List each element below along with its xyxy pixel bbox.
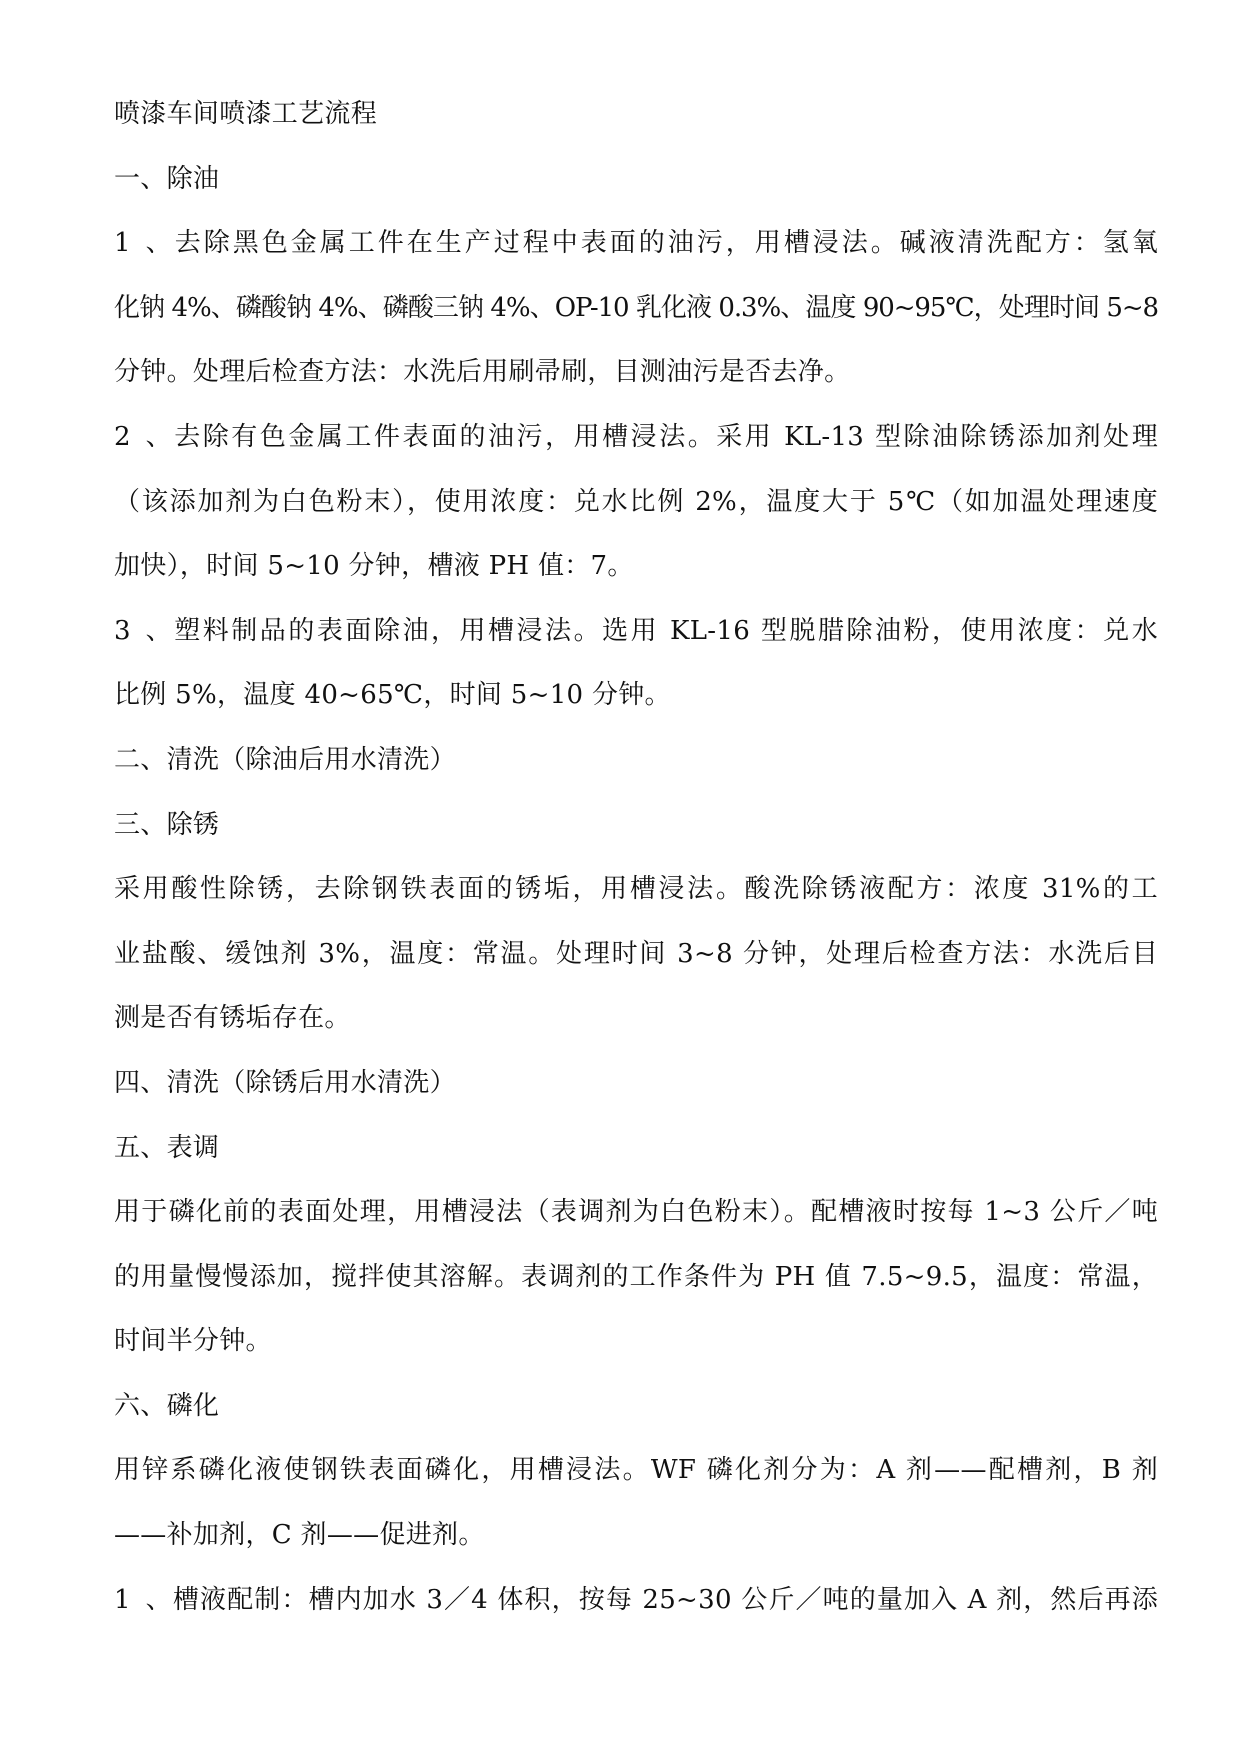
paragraph-text: 塑料制品的表面除油，用槽浸法。选用 KL-16 型脱腊除油粉，使用浓度：兑水 (172, 615, 1158, 646)
list-item-phosphating-1-line-1 (114, 1568, 1158, 1633)
section-heading-cleaning-2: 四、清洗（除锈后用水清洗） (114, 1067, 456, 1098)
list-item-3-line-1 (114, 599, 1158, 664)
paragraph-line: 业盐酸、缓蚀剂 3%，温度：常温。处理时间 3~8 分钟，处理后检查方法：水洗后目 (114, 938, 1158, 969)
paragraph-line: 加快），时间 5~10 分钟，槽液 PH 值：7。 (114, 551, 634, 582)
paragraph-line: 用于磷化前的表面处理，用槽浸法（表调剂为白色粉末）。配槽液时按每 1~3 公斤／吨 (114, 1197, 1158, 1228)
paragraph-text: 去除黑色金属工件在生产过程中表面的油污，用槽浸法。碱液清洗配方：氢氧 (172, 228, 1158, 259)
paragraph-line: 比例 5%，温度 40~65℃，时间 5~10 分钟。 (114, 680, 671, 711)
list-item-1-line-1 (114, 211, 1158, 276)
list-item-number: 3、 (114, 615, 172, 646)
paragraph-line: ——补加剂，C 剂——促进剂。 (114, 1520, 485, 1551)
document-body (114, 82, 1158, 1632)
paragraph-line: 测是否有锈垢存在。 (114, 1003, 351, 1034)
section-heading-rust-removal: 三、除锈 (114, 809, 220, 840)
section-heading-degreasing: 一、除油 (114, 163, 220, 194)
list-item-2-line-1 (114, 405, 1158, 470)
list-item-number: 2、 (114, 421, 172, 452)
paragraph-line: 的用量慢慢添加，搅拌使其溶解。表调剂的工作条件为 PH 值 7.5~9.5，温度：常温， (114, 1261, 1158, 1292)
section-heading-cleaning-1: 二、清洗（除油后用水清洗） (114, 744, 456, 775)
section-heading-phosphating: 六、磷化 (114, 1390, 220, 1421)
paragraph-text: 去除有色金属工件表面的油污，用槽浸法。采用 KL-13 型除油除锈添加剂处理 (172, 421, 1158, 452)
paragraph-text: 槽液配制：槽内加水 3／4 体积，按每 25~30 公斤／吨的量加入 A 剂，然后再添 (172, 1584, 1158, 1615)
list-item-number: 1、 (114, 228, 172, 259)
section-heading-surface-conditioning: 五、表调 (114, 1132, 220, 1163)
paragraph-line: 用锌系磷化液使钢铁表面磷化，用槽浸法。WF 磷化剂分为：A 剂——配槽剂，B 剂 (114, 1455, 1158, 1486)
paragraph-line: 时间半分钟。 (114, 1326, 272, 1357)
list-item-number: 1、 (114, 1584, 172, 1615)
paragraph-line: （该添加剂为白色粉末），使用浓度：兑水比例 2%，温度大于 5℃（如加温处理速度 (114, 486, 1158, 517)
paragraph-line: 分钟。处理后检查方法：水洗后用刷帚刷，目测油污是否去净。 (114, 357, 851, 388)
paragraph-line: 采用酸性除锈，去除钢铁表面的锈垢，用槽浸法。酸洗除锈液配方：浓度 31%的工 (114, 874, 1158, 905)
document-title: 喷漆车间喷漆工艺流程 (114, 99, 378, 129)
paragraph-line: 化钠 4%、磷酸钠 4%、磷酸三钠 4%、OP-10 乳化液 0.3%、温度 90~95℃，处理时间 5~8 (114, 292, 1158, 323)
